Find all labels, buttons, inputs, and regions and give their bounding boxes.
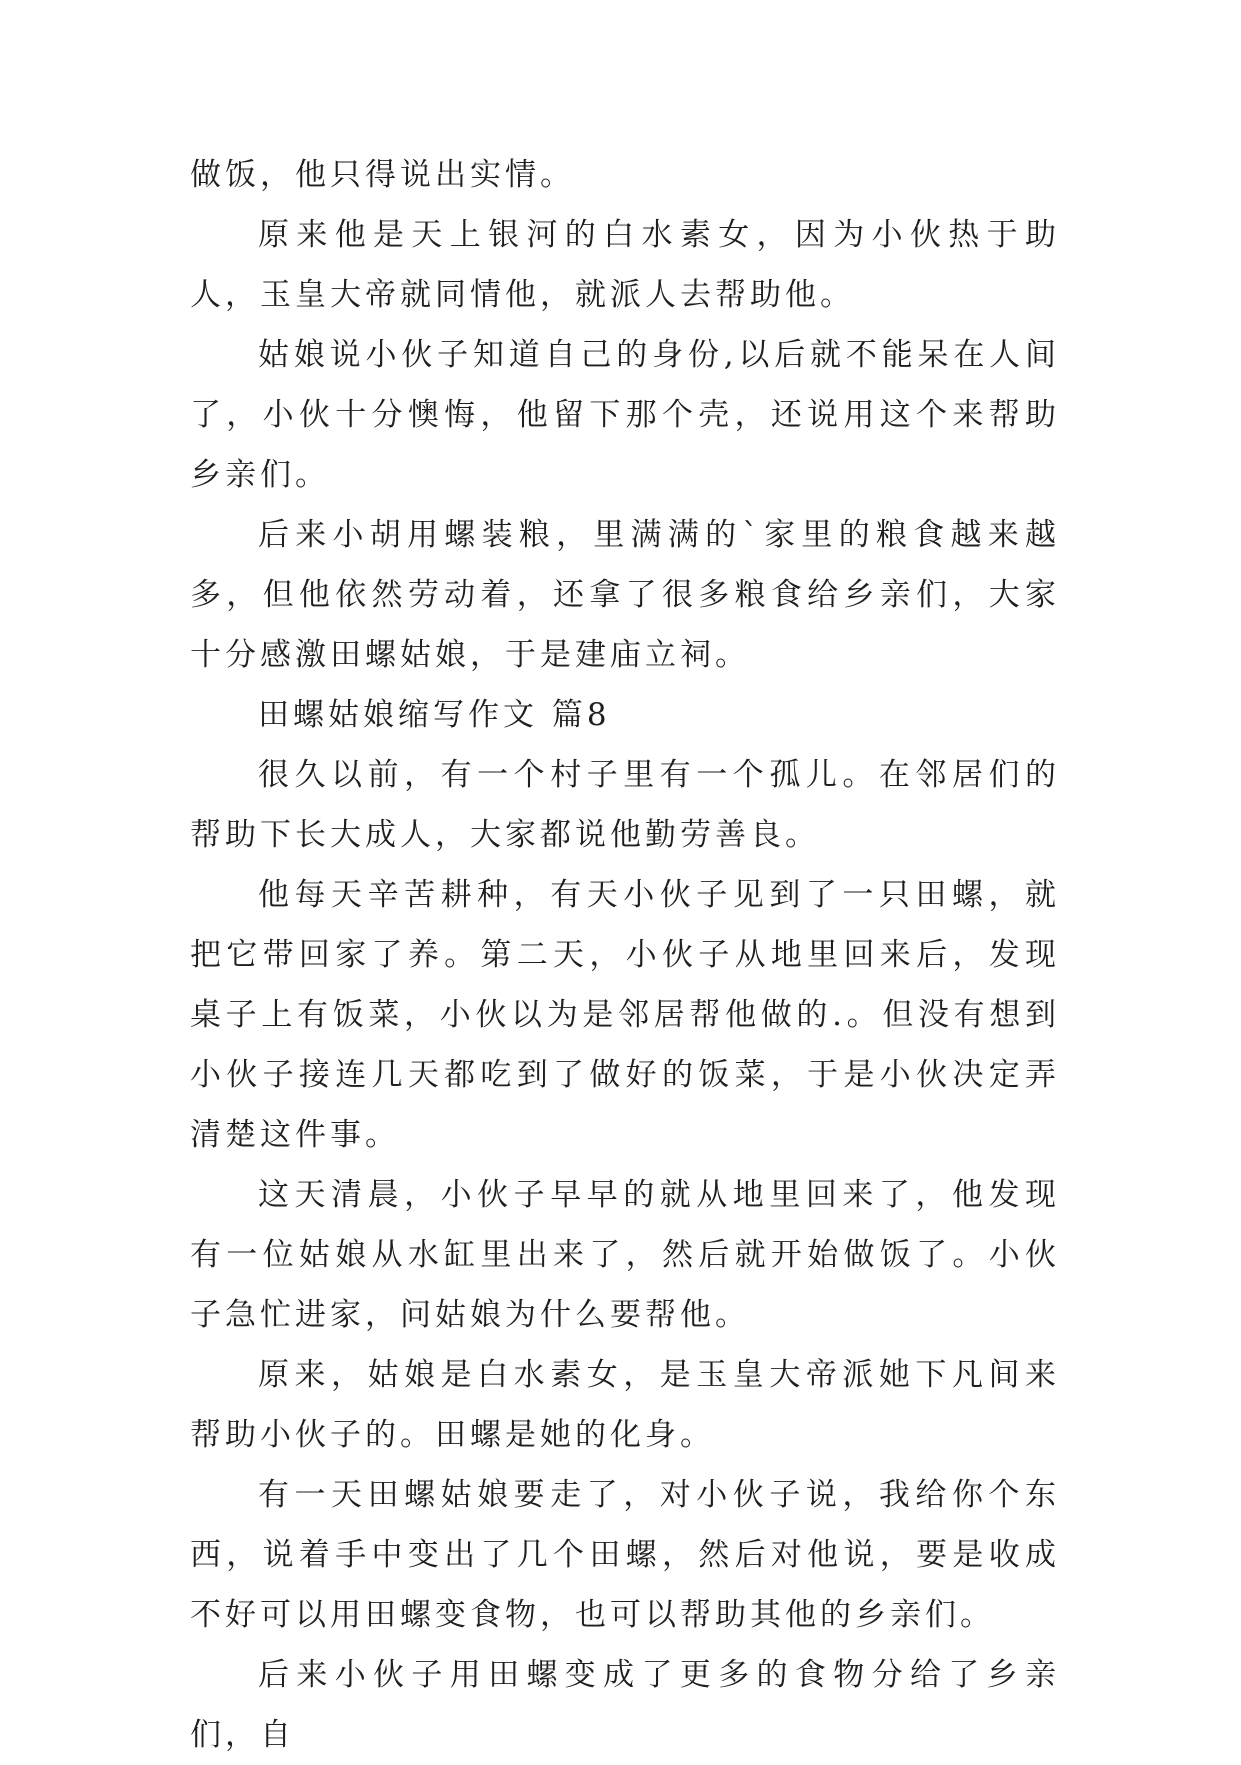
paragraph: 他每天辛苦耕种，有天小伙子见到了一只田螺，就把它带回家了养。第二天，小伙子从地里回来后，发现桌子上有饭菜，小伙以为是邻居帮他做的.。但没有想到小伙子接连几天都吃到了做好的饭菜，于是小伙决定弄清楚这件事。 (190, 877, 1060, 1153)
paragraph: 后来小伙子用田螺变成了更多的食物分给了乡亲们，自 (190, 1657, 1060, 1753)
paragraph-continuation: 做饭，他只得说出实情。 (190, 157, 575, 193)
paragraph: 很久以前，有一个村子里有一个孤儿。在邻居们的帮助下长大成人，大家都说他勤劳善良。 (190, 757, 1060, 853)
document-body (190, 145, 1060, 1765)
paragraph: 原来他是天上银河的白水素女，因为小伙热于助人，玉皇大帝就同情他，就派人去帮助他。 (190, 217, 1060, 313)
paragraph: 这天清晨，小伙子早早的就从地里回来了，他发现有一位姑娘从水缸里出来了，然后就开始做饭了。小伙子急忙进家，问姑娘为什么要帮他。 (190, 1177, 1060, 1333)
paragraph: 有一天田螺姑娘要走了，对小伙子说，我给你个东西，说着手中变出了几个田螺，然后对他说，要是收成不好可以用田螺变食物，也可以帮助其他的乡亲们。 (190, 1477, 1060, 1633)
paragraph: 原来，姑娘是白水素女，是玉皇大帝派她下凡间来帮助小伙子的。田螺是她的化身。 (190, 1357, 1060, 1453)
paragraph: 后来小胡用螺装粮，里满满的`家里的粮食越来越多，但他依然劳动着，还拿了很多粮食给乡亲们，大家十分感激田螺姑娘，于是建庙立祠。 (190, 517, 1060, 673)
section-heading: 田螺姑娘缩写作文 篇8 (258, 697, 611, 733)
paragraph: 姑娘说小伙子知道自己的身份,以后就不能呆在人间了，小伙十分懊悔，他留下那个壳，还说用这个来帮助乡亲们。 (190, 337, 1060, 493)
